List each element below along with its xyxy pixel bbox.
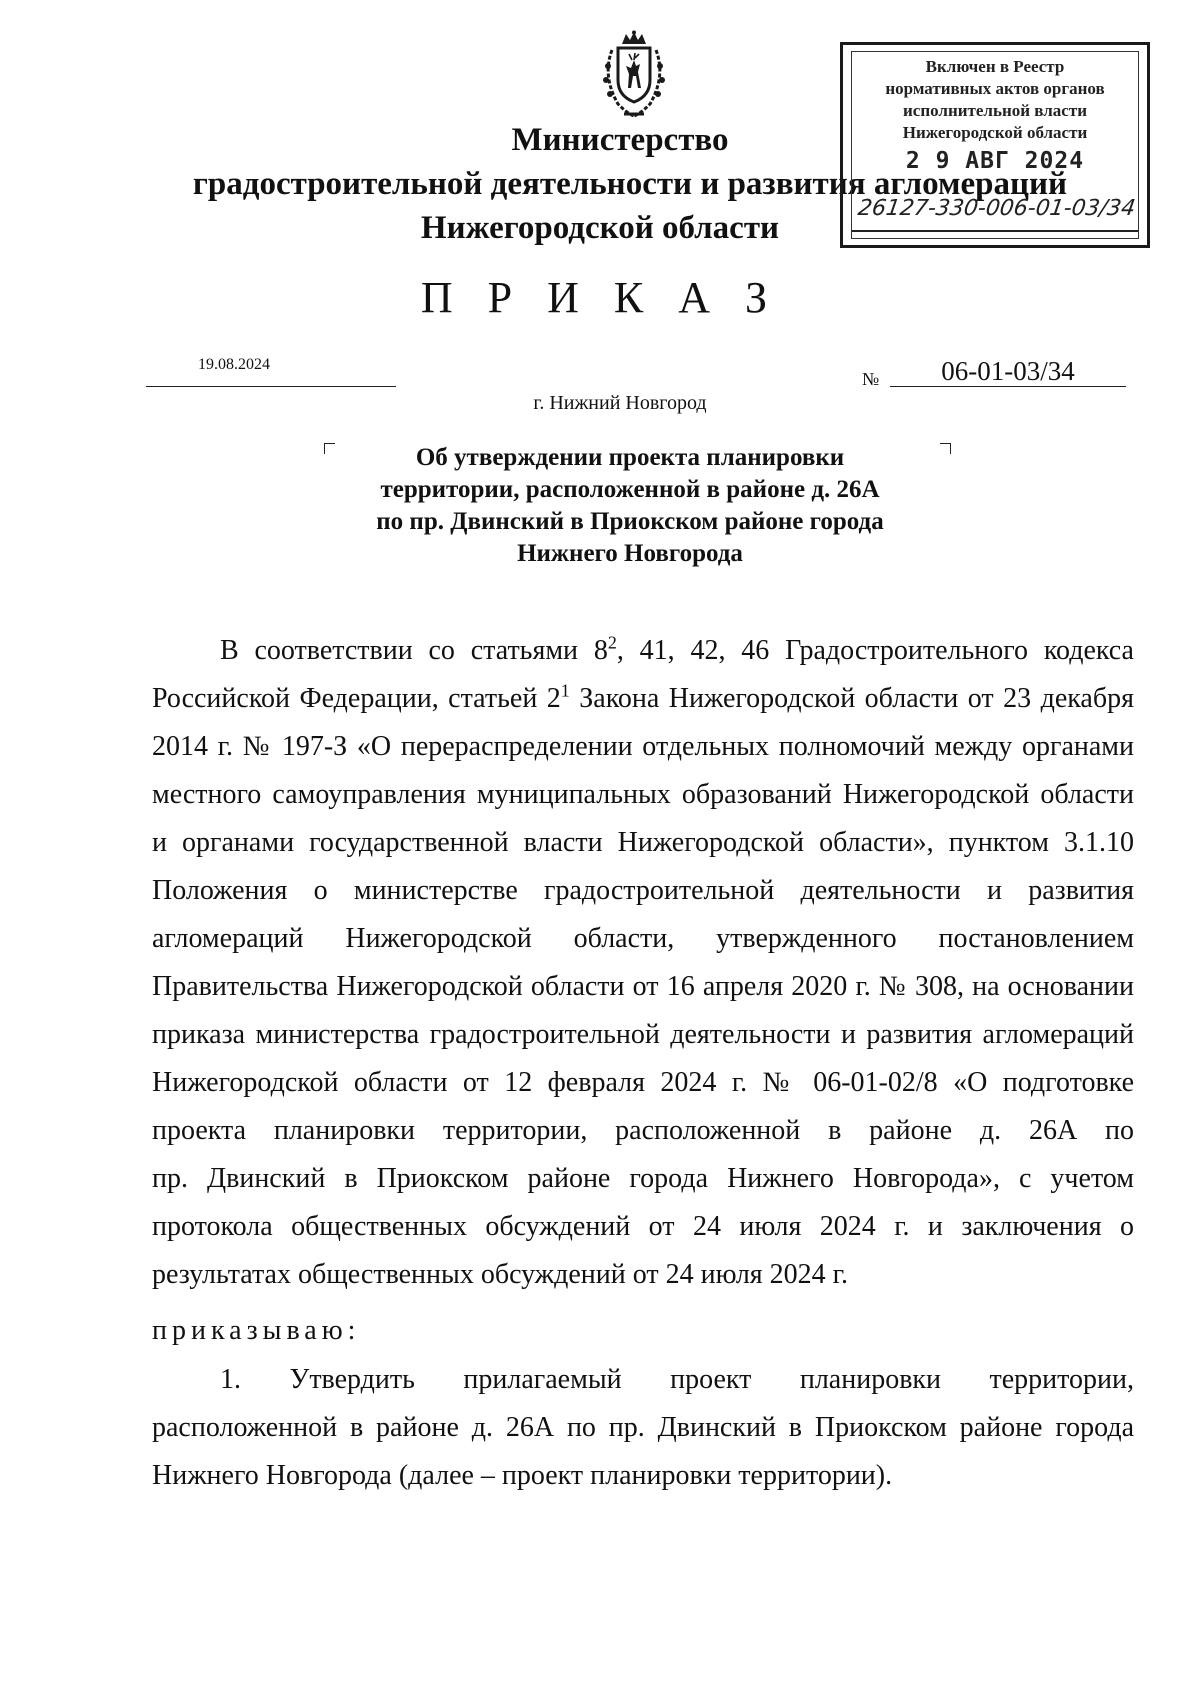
body-line-5: и органами государственной власти Нижегородской области», пунктом 3.1.10	[152, 827, 1134, 858]
body-line-9: приказа министерства градостроительной деятельности и развития агломераций	[152, 1019, 1134, 1050]
body-line-3: 2014 г. № 197-З «О перераспределении отдельных полномочий между органами	[152, 731, 1134, 762]
body-line-12: пр. Двинский в Приокском районе города Нижнего Новгорода», с учетом	[152, 1163, 1134, 1194]
subject-line-3: по пр. Двинский в Приокском районе города	[376, 508, 884, 535]
body-line-14: результатах общественных обсуждений от 24 июля 2024 г.	[152, 1259, 848, 1290]
body-line-1: В соответствии со статьями $8^2$, 41, 42, 46 Градостроительного кодекса	[220, 632, 1134, 666]
body-line-6: Положения о министерстве градостроительной деятельности и развития	[152, 875, 1134, 906]
item-1-line-2: расположенной в районе д. 26А по пр. Двинский в Приокском районе города	[152, 1412, 1134, 1443]
body-line-11: проекта планировки территории, расположенной в районе д. 26А по	[152, 1115, 1134, 1146]
document-number: 06-01-03/34	[941, 356, 1075, 386]
body-line-7: агломераций Нижегородской области, утвержденного постановлением	[152, 923, 1134, 954]
ministry-name-line-3: Нижегородской области	[420, 210, 780, 246]
body-line-10: Нижегородской области от 12 февраля 2024 г. № 06-01-02/8 «О подготовке	[152, 1067, 1134, 1098]
number-sign: №	[862, 369, 880, 389]
body-line-4: местного самоуправления муниципальных образований Нижегородской области	[152, 779, 1134, 810]
stamp-text-line-2: нормативных актов органов	[885, 79, 1105, 98]
stamp-text-line-3: исполнительной власти	[903, 101, 1087, 120]
subject-line-1: Об утверждении проекта планировки	[415, 444, 845, 471]
superscript: 2	[607, 632, 617, 653]
ministry-name-line-1: Министерство	[511, 122, 729, 158]
body-line-13: протокола общественных обсуждений от 24 июля 2024 г. и заключения о	[152, 1211, 1134, 1242]
document-date: 19.08.2024	[198, 356, 270, 373]
subject-line-2: территории, расположенной в районе д. 26А	[380, 476, 880, 503]
order-word: приказываю:	[152, 1315, 361, 1346]
body-line-2: Российской Федерации, статьей $2^1$ Закона Нижегородской области от 23 декабря	[152, 680, 1134, 714]
stamp-underline	[852, 230, 1138, 232]
stamp-date: 2 9 АВГ 2024	[905, 148, 1085, 174]
city-name: г. Нижний Новгород	[533, 392, 707, 414]
stamp-frame	[851, 51, 1139, 239]
body-line-8: Правительства Нижегородской области от 16 апреля 2020 г. № 308, на основании	[152, 971, 1134, 1002]
superscript: 1	[560, 680, 570, 701]
stamp-text-line-4: Нижегородской области	[902, 123, 1088, 142]
stamp-text-line-1: Включен в Реестр	[925, 57, 1065, 76]
number-underline	[890, 386, 1126, 387]
stamp-registration-number: 26127-330-006-01-03/34	[856, 196, 1137, 221]
subject-line-4: Нижнего Новгорода	[517, 540, 743, 567]
registry-stamp	[840, 42, 1150, 248]
document-type-title: П Р И К А З	[420, 273, 780, 322]
ministry-name-line-2: градостроительной деятельности и развития агломераций	[192, 166, 1068, 202]
item-1-line-1: 1. Утвердить прилагаемый проект планировки территории,	[220, 1364, 1134, 1395]
item-1-line-3: Нижнего Новгорода (далее – проект планировки территории).	[152, 1460, 893, 1491]
date-underline	[146, 386, 396, 387]
coat-of-arms-icon	[588, 30, 680, 120]
